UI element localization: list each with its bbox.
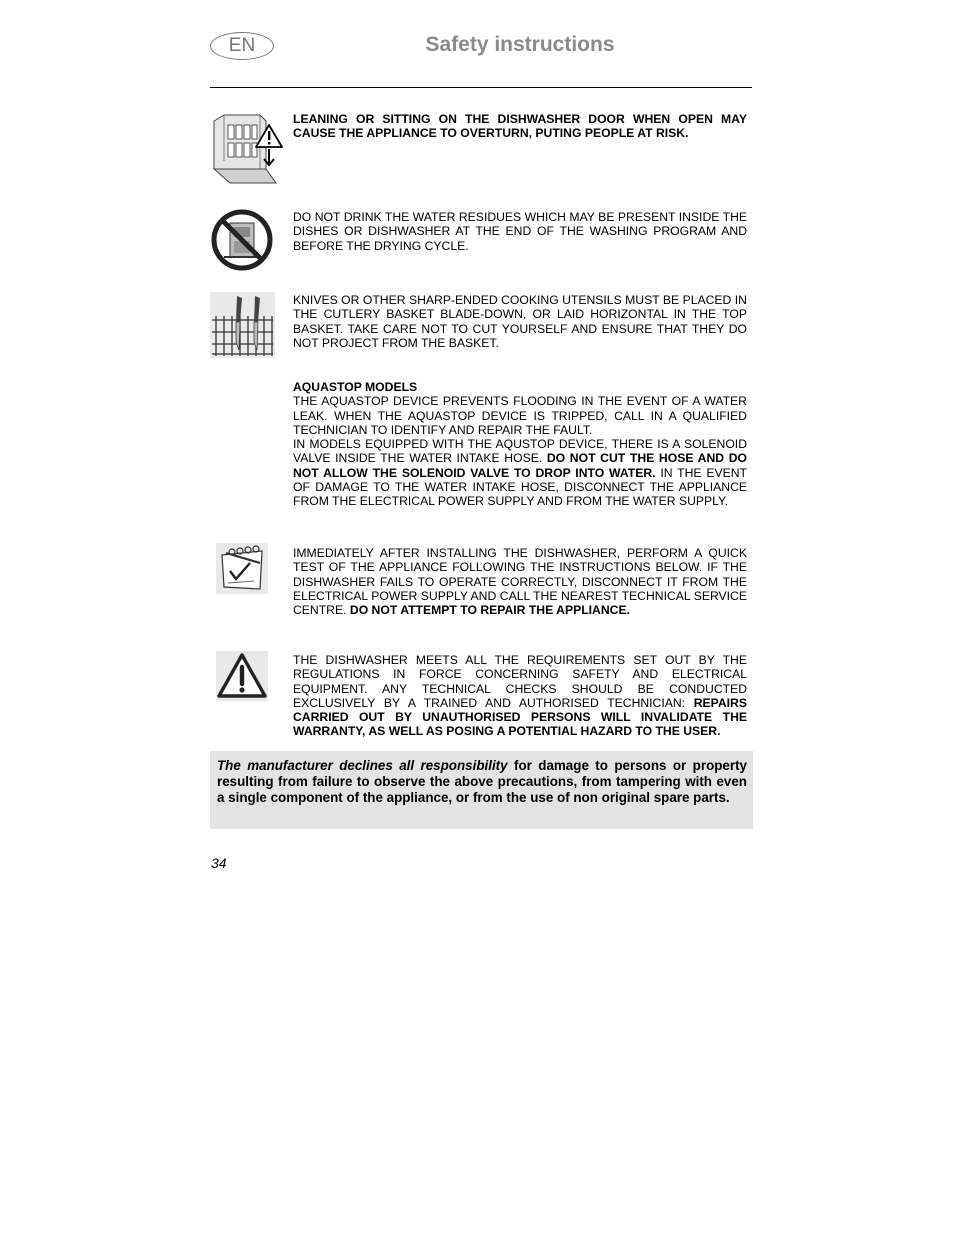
section-paragraph	[293, 653, 747, 739]
language-badge	[210, 32, 274, 60]
section-paragraph	[293, 293, 747, 350]
warning-triangle-icon	[216, 651, 268, 706]
body-text: IN MODELS EQUIPPED WITH THE AQUSTOP DEVICE, THERE IS A SOLENOID VALVE INSIDE THE WATER INTAKE HOSE.	[293, 437, 747, 466]
disclaimer-lead: The manufacturer declines all responsibility	[217, 758, 508, 773]
body-text: IN THE EVENT OF DAMAGE TO THE WATER INTAKE HOSE, DISCONNECT THE APPLIANCE FROM THE ELECTRICAL POWER SUPPLY AND FROM THE WATER SUPPLY.	[293, 465, 747, 509]
knives-basket-icon	[210, 292, 275, 363]
emphasized-text: DO NOT CUT THE HOSE AND DO NOT ALLOW THE SOLENOID VALVE TO DROP INTO WATER.	[293, 451, 747, 480]
body-text: IMMEDIATELY AFTER INSTALLING THE DISHWASHER, PERFORM A QUICK TEST OF THE APPLIANCE FOLLOWING THE INSTRUCTIONS BELOW. IF THE DISHWASHER FAILS TO OPERATE CORRECTLY, DISCONNECT IT FROM THE ELECTRICAL POWER SUPPLY AND CALL THE NEAREST TECHNICAL SERVICE CENTRE.	[293, 546, 747, 618]
regulations-text	[293, 653, 747, 739]
manufacturer-disclaimer	[210, 751, 753, 829]
checklist-icon	[216, 543, 268, 599]
disclaimer-rest: for damage to persons or property resulting from failure to observe the above precautions, from tampering with even a single component of the appliance, or from the use of non original spare parts.	[217, 758, 747, 805]
section-paragraph	[293, 437, 747, 508]
emphasized-text: LEANING OR SITTING ON THE DISHWASHER DOOR WHEN OPEN MAY CAUSE THE APPLIANCE TO OVERTURN, PUTING PEOPLE AT RISK.	[293, 112, 747, 141]
page-title: Safety instructions	[425, 33, 615, 56]
header-divider	[210, 87, 752, 88]
dishwasher-door-warning-icon	[210, 111, 284, 192]
aquastop-text	[293, 380, 747, 509]
section-paragraph	[293, 546, 747, 617]
aquastop-intro: THE AQUASTOP DEVICE PREVENTS FLOODING IN THE EVENT OF A WATER LEAK. WHEN THE AQUASTOP DEVICE IS TRIPPED, CALL IN A QUALIFIED TECHNICIAN TO IDENTIFY AND REPAIR THE FAULT.	[293, 394, 747, 437]
door-warning-text	[293, 112, 747, 141]
knives-warning-text	[293, 293, 747, 350]
drinking-warning-text	[293, 210, 747, 253]
language-code: EN	[228, 35, 256, 56]
body-text: DO NOT DRINK THE WATER RESIDUES WHICH MAY BE PRESENT INSIDE THE DISHES OR DISHWASHER AT THE END OF THE WASHING PROGRAM AND BEFORE THE DRYING CYCLE.	[293, 210, 747, 253]
body-text: KNIVES OR OTHER SHARP-ENDED COOKING UTENSILS MUST BE PLACED IN THE CUTLERY BASKET BLADE-DOWN, OR LAID HORIZONTAL IN THE TOP BASKET. TAKE CARE NOT TO CUT YOURSELF AND ENSURE THAT THEY DO NOT PROJECT FROM THE BASKET.	[293, 293, 747, 350]
emphasized-text: DO NOT ATTEMPT TO REPAIR THE APPLIANCE.	[349, 603, 630, 618]
aquastop-heading: AQUASTOP MODELS	[293, 380, 418, 394]
quick-test-text	[293, 546, 747, 617]
no-drinking-icon	[210, 207, 274, 278]
body-text: THE DISHWASHER MEETS ALL THE REQUIREMENTS SET OUT BY THE REGULATIONS IN FORCE CONCERNING SAFETY AND ELECTRICAL EQUIPMENT. ANY TECHNICAL CHECKS SHOULD BE CONDUCTED EXCLUSIVELY BY A TRAINED AND AUTHORISED TECHNICIAN:	[293, 653, 747, 710]
section-paragraph	[293, 210, 747, 253]
section-paragraph	[293, 112, 747, 141]
emphasized-text: REPAIRS CARRIED OUT BY UNAUTHORISED PERSONS WILL INVALIDATE THE WARRANTY, AS WELL AS POSING A POTENTIAL HAZARD TO THE USER.	[293, 695, 747, 739]
page-number: 34	[211, 855, 227, 871]
